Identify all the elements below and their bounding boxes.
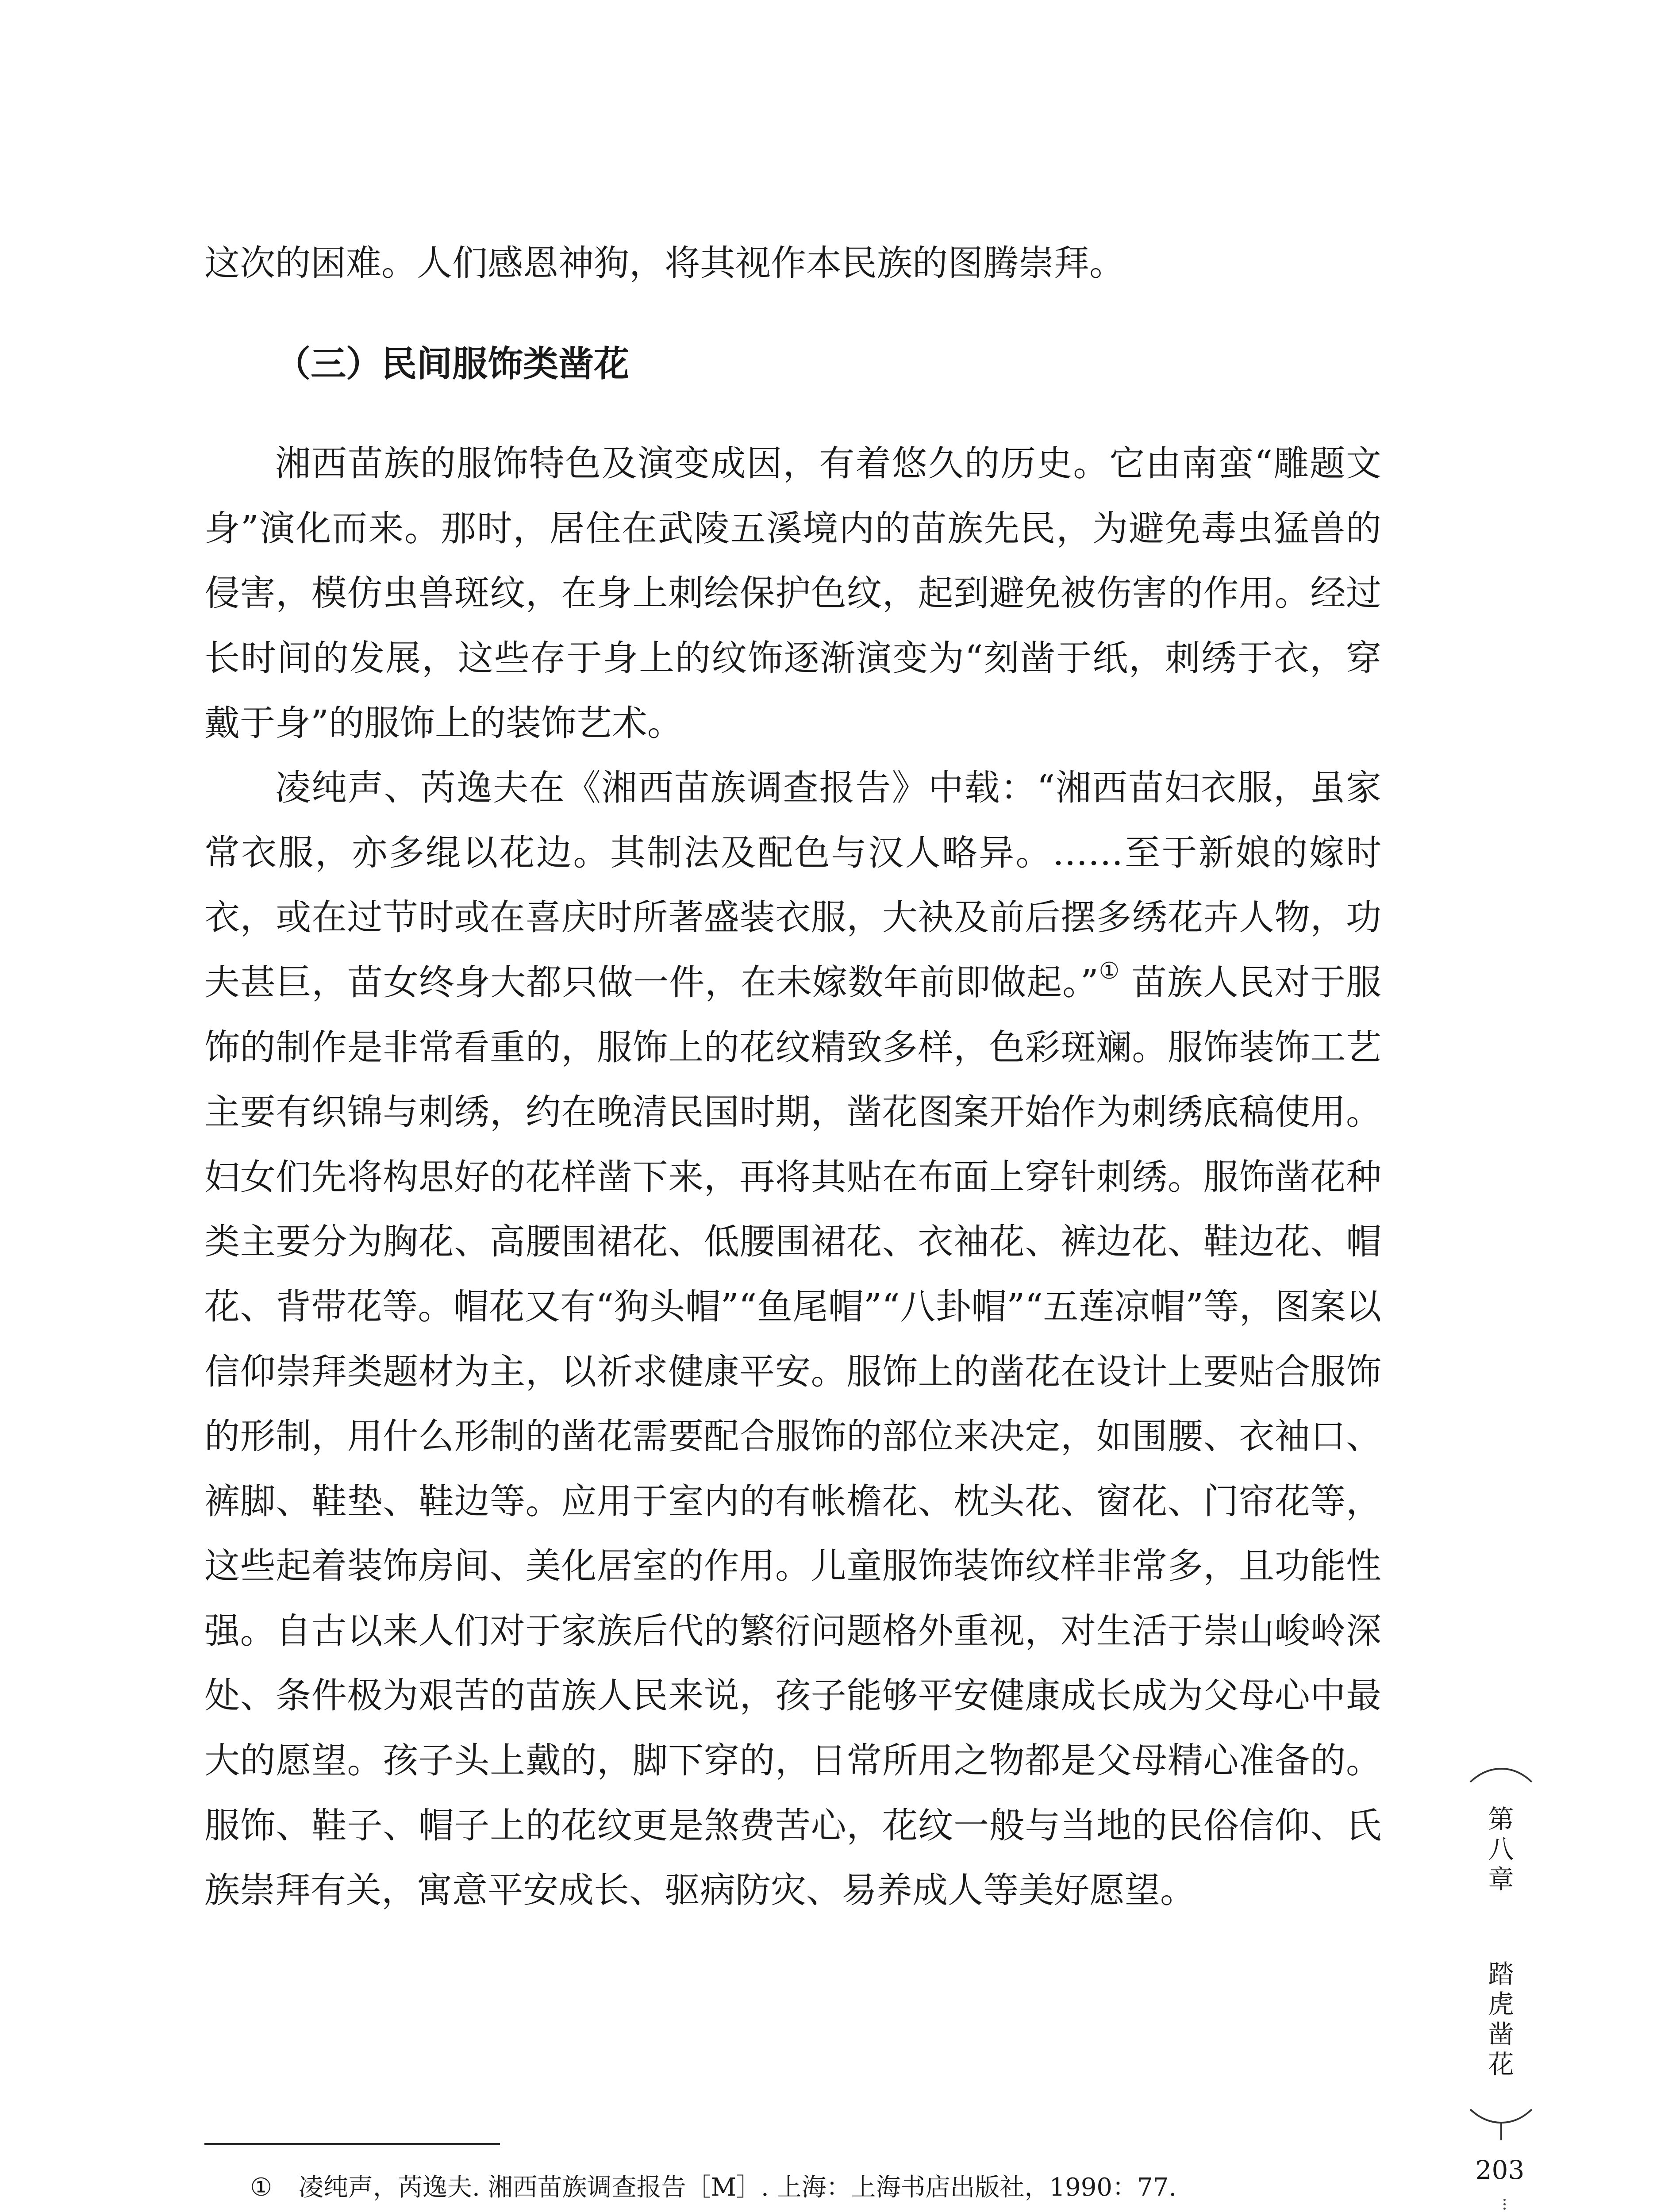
main-text <box>204 231 1381 1923</box>
tab-char: 踏 <box>1488 1959 1514 1989</box>
tab-char: 凿 <box>1488 2019 1514 2049</box>
tab-title-label <box>1467 1959 1535 2079</box>
paragraph-remainder: 苗族人民对于服饰的制作是非常看重的，服饰上的花纹精致多样，色彩斑斓。服饰装饰工艺主要有织锦与刺绣，约在晚清民国时期，凿花图案开始作为刺绣底稿使用。妇女们先将构思好的花样凿下来，再将其贴在布面上穿针刺绣。服饰凿花种类主要分为胸花、高腰围裙花、低腰围裙花、衣袖花、裤边花、鞋边花、帽花、背带花等。帽花又有“狗头帽”“鱼尾帽”“八卦帽”“五莲凉帽”等，图案以信仰崇拜类题材为主，以祈求健康平安。服饰上的凿花在设计上要贴合服饰的形制，用什么形制的凿花需要配合服饰的部位来决定，如围腰、衣袖口、裤脚、鞋垫、鞋边等。应用于室内的有帐檐花、枕头花、窗花、门帘花等，这些起着装饰房间、美化居室的作用。儿童服饰装饰纹样非常多，且功能性强。自古以来人们对于家族后代的繁衍问题格外重视，对生活于崇山峻岭深处、条件极为艰苦的苗族人民来说，孩子能够平安健康成长成为父母心中最大的愿望。孩子头上戴的，脚下穿的，日常所用之物都是父母精心准备的。服饰、鞋子、帽子上的花纹更是煞费苦心，花纹一般与当地的民俗信仰、氏族崇拜有关，寓意平安成长、驱病防灾、易养成人等美好愿望。 <box>204 961 1382 1911</box>
page-number: 203 <box>1475 2155 1525 2185</box>
margin-dotted-line <box>1503 2199 1506 2212</box>
tab-char: 八 <box>1488 1834 1514 1864</box>
footnote <box>250 2170 1400 2205</box>
tab-char: 章 <box>1488 1864 1514 1894</box>
tab-char: 虎 <box>1488 1989 1514 2019</box>
footnote-mark: ① <box>250 2173 273 2202</box>
paragraph: 湘西苗族的服饰特色及演变成因，有着悠久的历史。它由南蛮“雕题文身”演化而来。那时，居住在武陵五溪境内的苗族先民，为避免毒虫猛兽的侵害，模仿虫兽斑纹，在身上刺绘保护色纹，起到避免被伤害的作用。经过长时间的发展，这些存于身上的纹饰逐渐演变为“刻凿于纸，刺绣于衣，穿戴于身”的服饰上的装饰艺术。 <box>204 443 1381 744</box>
footnote-reference[interactable]: ① <box>1098 957 1120 984</box>
section-heading: （三）民间服饰类凿花 <box>275 342 629 384</box>
tab-char: 第 <box>1488 1804 1514 1834</box>
tab-chapter-label <box>1467 1804 1535 1894</box>
paragraph-with-quote <box>204 756 1381 1923</box>
tab-char: 花 <box>1488 2049 1514 2079</box>
footnote-text: 凌纯声，芮逸夫. 湘西苗族调查报告［M］. 上海：上海书店出版社，1990：77. <box>299 2173 1177 2202</box>
chapter-side-tab <box>1467 1764 1535 2140</box>
quote-text: 凌纯声、芮逸夫在《湘西苗族调查报告》中载：“湘西苗妇衣服，虽家常衣服，亦多绲以花边。其制法及配色与汉人略异。……至于新娘的嫁时衣，或在过节时或在喜庆时所著盛装衣服，大袂及前后摆多绣花卉人物，功夫甚巨，苗女终身大都只做一件，在未嫁数年前即做起。” <box>204 767 1381 1003</box>
footnote-divider <box>204 2143 500 2145</box>
paragraph-continuation: 这次的困难。人们感恩神狗，将其视作本民族的图腾崇拜。 <box>204 242 1125 284</box>
